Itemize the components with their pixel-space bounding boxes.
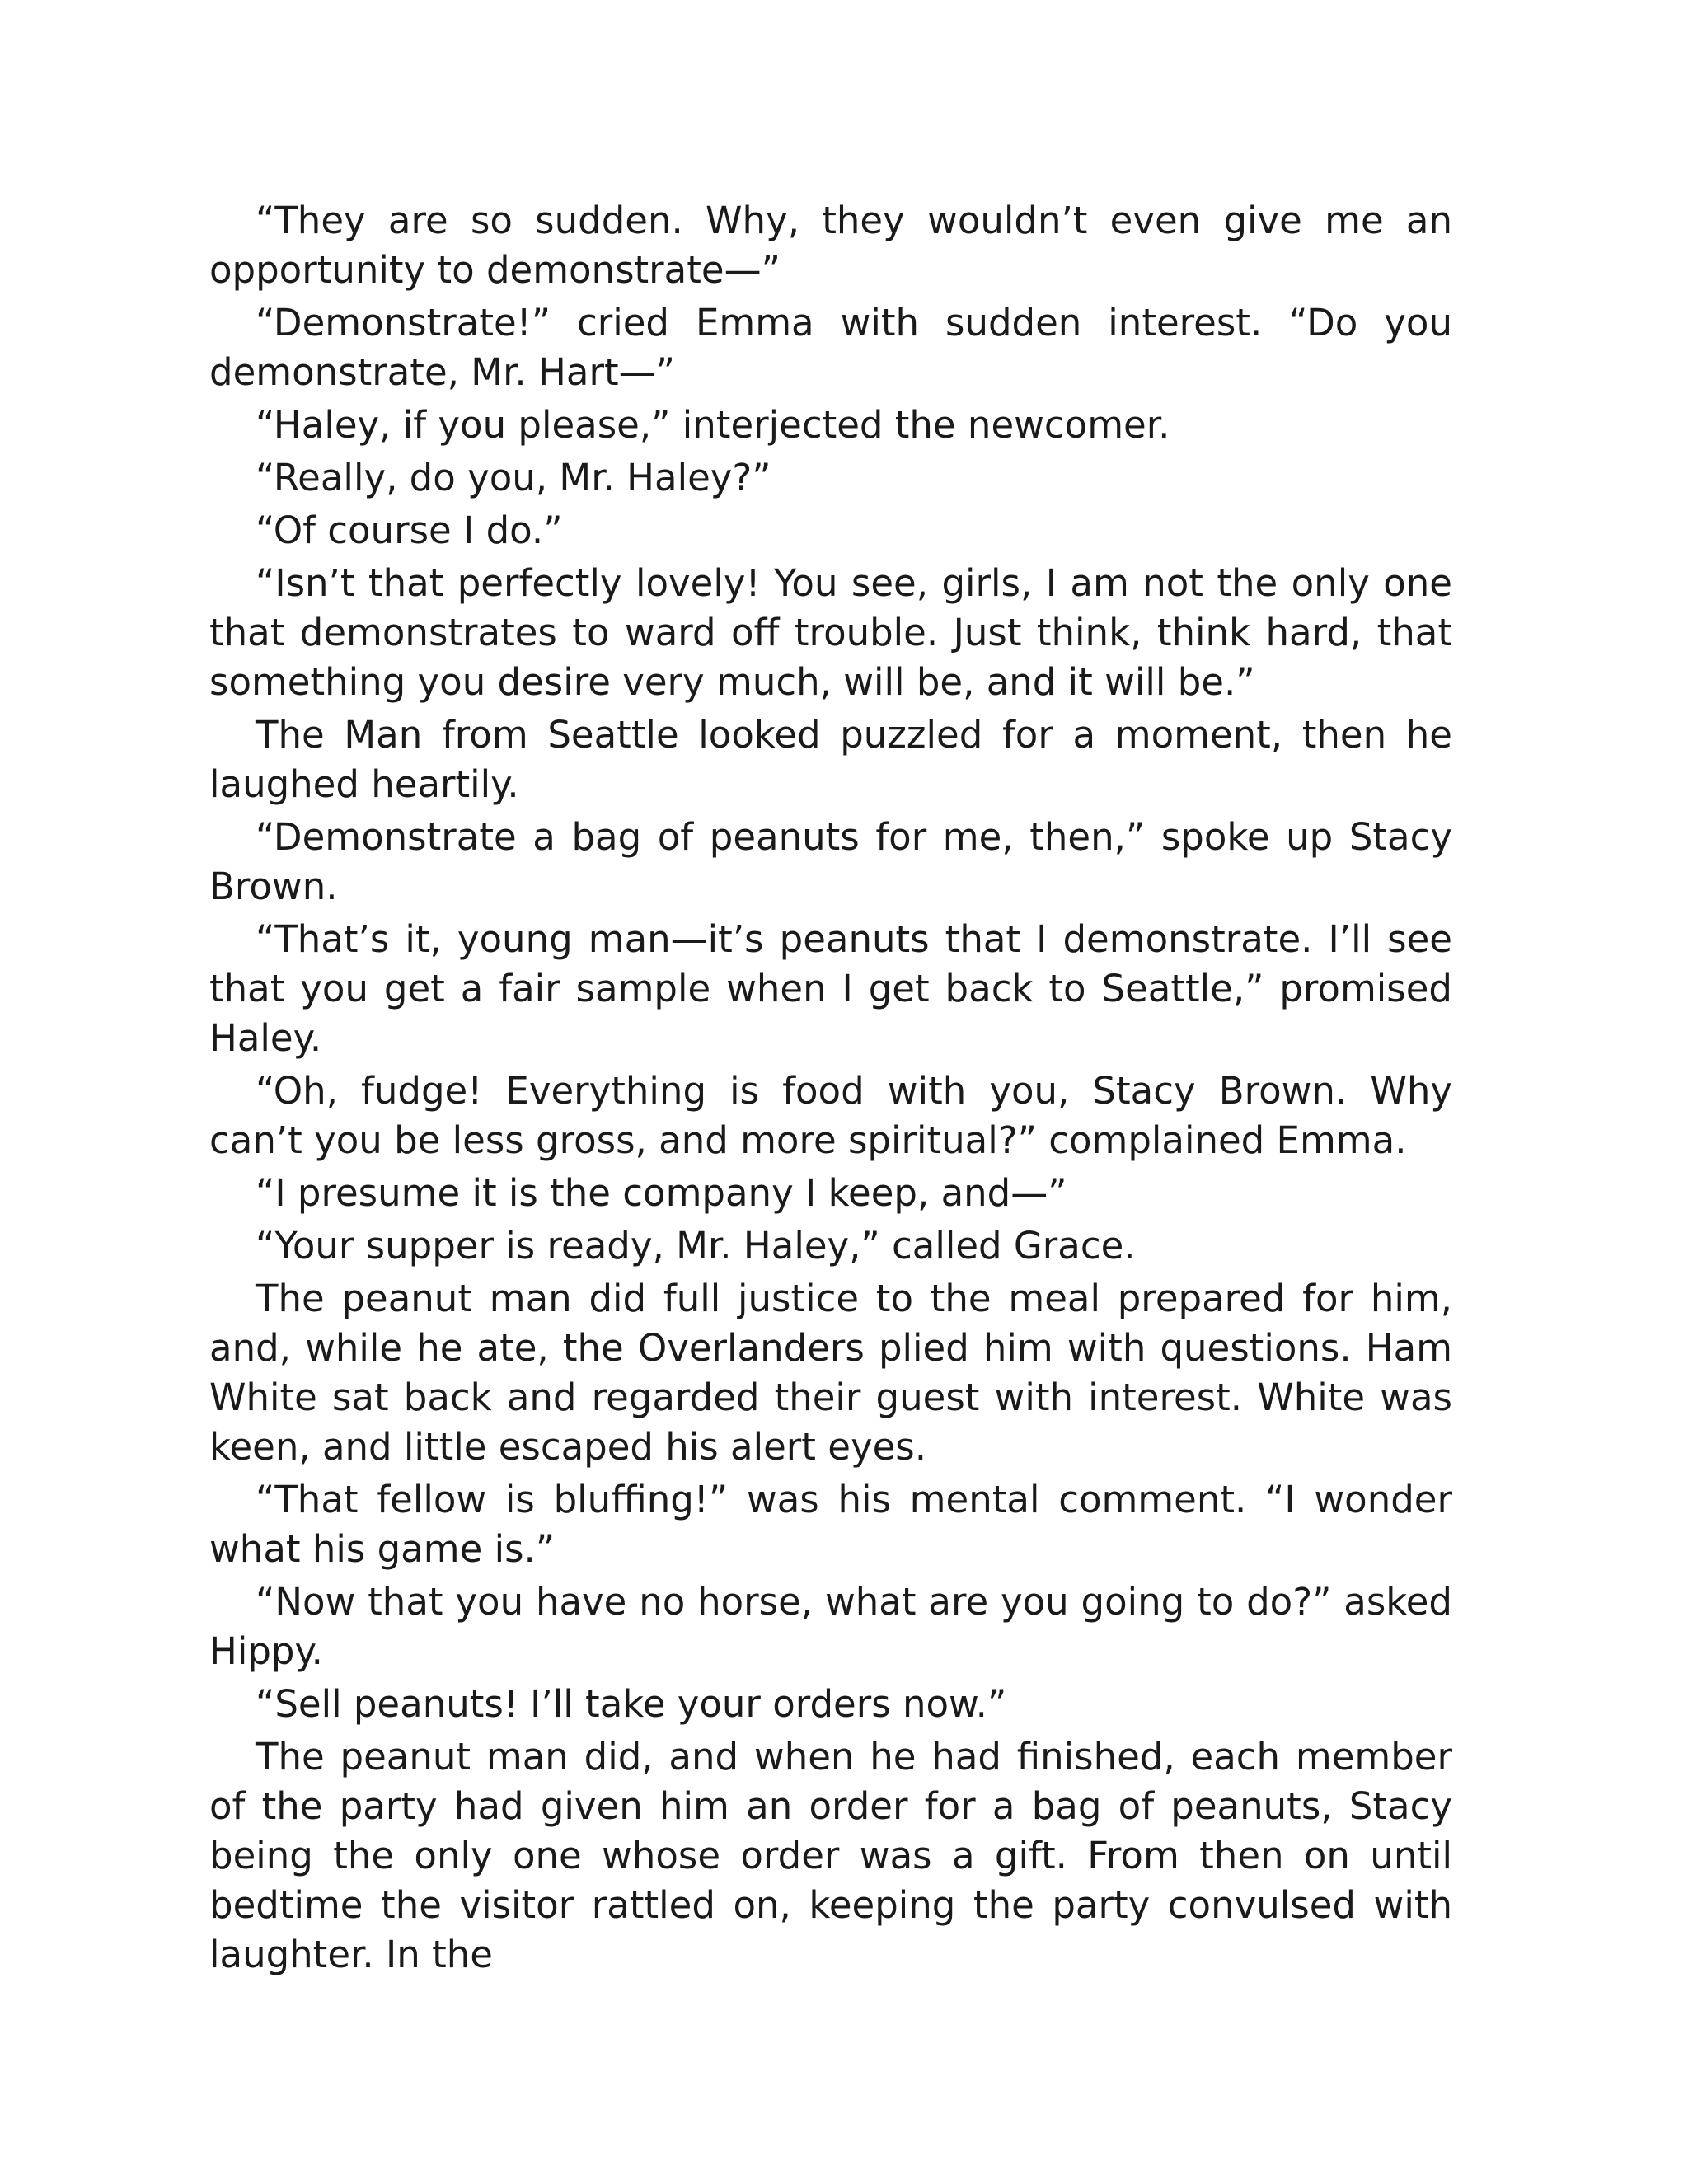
paragraph: “Oh, fudge! Everything is food with you, Stacy Brown. Why can’t you be less gross, and more spiritual?” complained Emma. xyxy=(209,1069,1452,1162)
paragraph: “Really, do you, Mr. Haley?” xyxy=(256,456,771,499)
paragraph: “Demonstrate!” cried Emma with sudden interest. “Do you demonstrate, Mr. Hart—” xyxy=(209,301,1452,394)
paragraph: “That fellow is bluffing!” was his mental comment. “I wonder what his game is.” xyxy=(209,1478,1452,1571)
paragraph: The peanut man did full justice to the meal prepared for him, and, while he ate, the Overlanders plied him with questions. Ham White sat back and regarded their guest with interest. White was keen, and little escaped his alert eyes. xyxy=(209,1277,1452,1469)
paragraph: “Demonstrate a bag of peanuts for me, then,” spoke up Stacy Brown. xyxy=(209,815,1452,908)
page-body-text xyxy=(209,196,1452,1983)
paragraph: “Haley, if you please,” interjected the newcomer. xyxy=(256,403,1170,447)
paragraph: “Your supper is ready, Mr. Haley,” called Grace. xyxy=(256,1224,1136,1268)
paragraph: “Isn’t that perfectly lovely! You see, girls, I am not the only one that demonstrates to ward off trouble. Just think, think hard, that something you desire very much, will be, and it will be.” xyxy=(209,561,1452,704)
paragraph: “I presume it is the company I keep, and—” xyxy=(256,1171,1067,1215)
paragraph: “Sell peanuts! I’ll take your orders now.” xyxy=(256,1682,1007,1726)
paragraph: “Of course I do.” xyxy=(256,509,563,552)
paragraph: “They are so sudden. Why, they wouldn’t even give me an opportunity to demonstrate—” xyxy=(209,199,1452,292)
paragraph: “Now that you have no horse, what are you going to do?” asked Hippy. xyxy=(209,1580,1452,1673)
paragraph: The peanut man did, and when he had finished, each member of the party had given him an order for a bag of peanuts, Stacy being the only one whose order was a gift. From then on until bedtime the visitor rattled on, keeping the party convulsed with laughter. In the xyxy=(209,1735,1452,1976)
paragraph: The Man from Seattle looked puzzled for a moment, then he laughed heartily. xyxy=(209,713,1452,806)
paragraph: “That’s it, young man—it’s peanuts that I demonstrate. I’ll see that you get a fair sample when I get back to Seattle,” promised Haley. xyxy=(209,917,1452,1060)
